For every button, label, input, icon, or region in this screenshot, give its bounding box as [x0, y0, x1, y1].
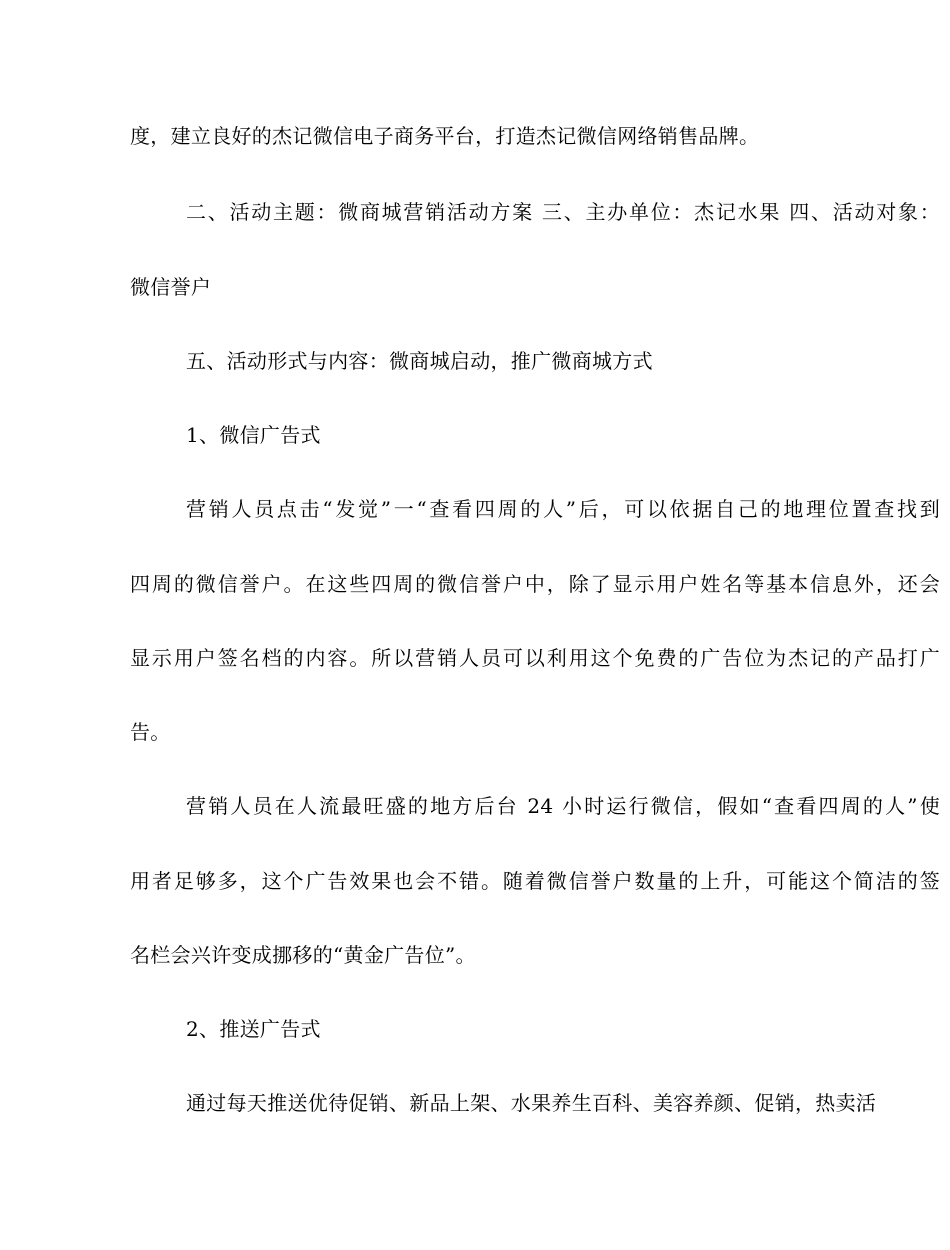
- paragraph-line: 度，建立良好的杰记微信电子商务平台，打造杰记微信网络销售品牌。: [130, 124, 760, 148]
- paragraph-line: 营销人员点击“发觉”一“查看四周的人”后，可以依据自己的地理位置查找到: [186, 497, 940, 521]
- paragraph-line: 显示用户签名档的内容。所以营销人员可以利用这个免费的广告位为杰记的产品打广: [130, 646, 940, 670]
- paragraph-line: 四周的微信誉户。在这些四周的微信誉户中，除了显示用户姓名等基本信息外，还会: [130, 572, 940, 596]
- paragraph-line: 用者足够多，这个广告效果也会不错。随着微信誉户数量的上升，可能这个简洁的签: [130, 869, 940, 893]
- section-heading-line: 五、活动形式与内容：微商城启动，推广微商城方式: [186, 349, 653, 373]
- subsection-heading: 2、推送广告式: [186, 1017, 321, 1041]
- subsection-heading: 1、微信广告式: [186, 423, 321, 447]
- paragraph-line: 微信誉户: [130, 275, 212, 299]
- paragraph-line: 营销人员在人流最旺盛的地方后台 24 小时运行微信，假如“查看四周的人”使: [186, 794, 940, 818]
- paragraph-line: 通过每天推送优待促销、新品上架、水果养生百科、美容养颜、促销，热卖活: [186, 1091, 877, 1115]
- paragraph-line: 告。: [130, 720, 171, 744]
- paragraph-line: 名栏会兴许变成挪移的“黄金广告位”。: [130, 943, 476, 967]
- section-heading-line: 二、活动主题：微商城营销活动方案 三、主办单位：杰记水果 四、活动对象：: [186, 200, 940, 224]
